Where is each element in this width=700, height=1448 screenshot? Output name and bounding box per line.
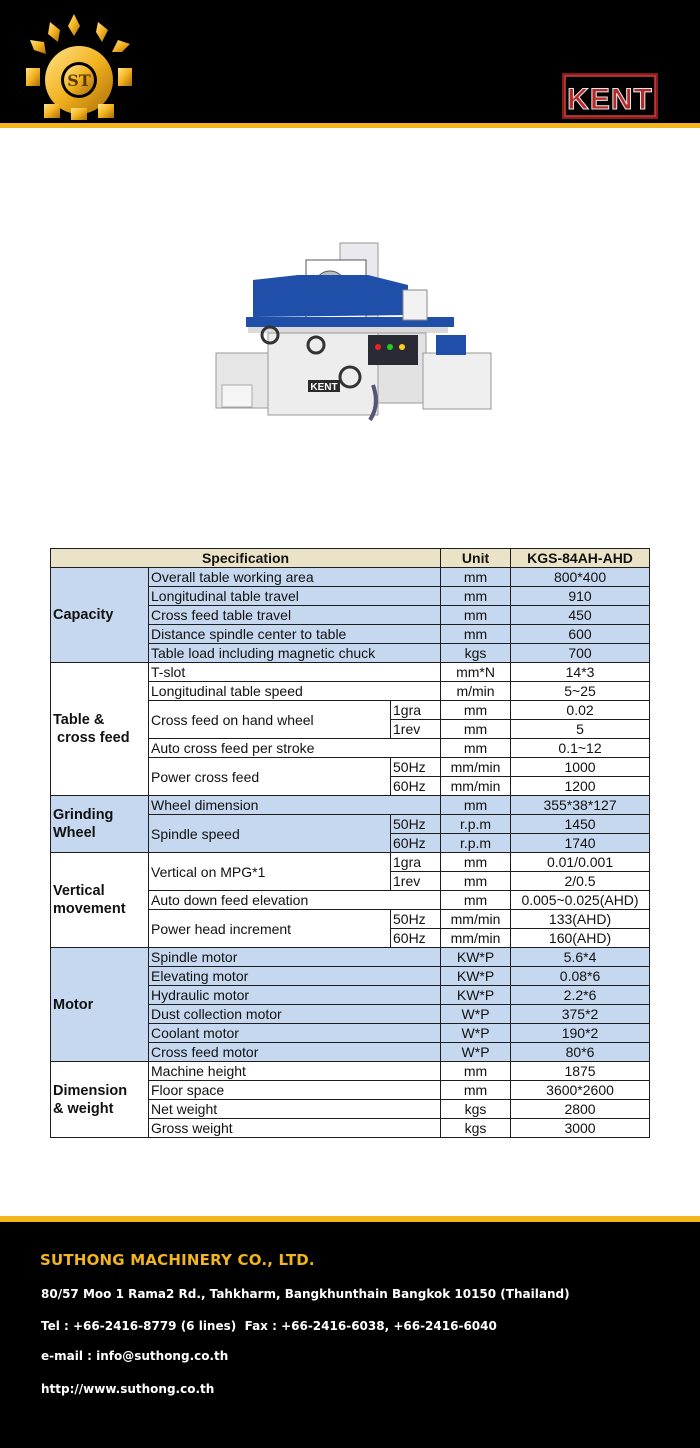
row-label: Elevating motor	[149, 967, 441, 986]
header-unit: Unit	[441, 549, 511, 568]
table-header-row	[51, 549, 650, 568]
company-name: SUTHONG MACHINERY CO., LTD.	[40, 1251, 315, 1269]
suthong-gear-logo	[22, 12, 136, 120]
row-label: Distance spindle center to table	[149, 625, 441, 644]
row-value: 1000	[511, 758, 650, 777]
row-value: 5~25	[511, 682, 650, 701]
row-label: Coolant motor	[149, 1024, 441, 1043]
table-row	[51, 948, 650, 967]
row-unit: mm	[441, 739, 511, 758]
row-unit: mm	[441, 872, 511, 891]
row-sub: 50Hz	[391, 910, 441, 929]
row-label: Table load including magnetic chuck	[149, 644, 441, 663]
row-value: 5	[511, 720, 650, 739]
row-unit: W*P	[441, 1024, 511, 1043]
svg-text:ST: ST	[67, 71, 91, 90]
row-value: 1200	[511, 777, 650, 796]
row-label: Wheel dimension	[149, 796, 441, 815]
header-accent-line	[0, 123, 700, 128]
row-unit: mm	[441, 796, 511, 815]
group-line: movement	[53, 901, 126, 917]
group-line: cross feed	[53, 730, 130, 746]
row-label: Dust collection motor	[149, 1005, 441, 1024]
row-value: 375*2	[511, 1005, 650, 1024]
row-value: 700	[511, 644, 650, 663]
row-value: 800*400	[511, 568, 650, 587]
group-line: Wheel	[53, 825, 96, 841]
row-unit: mm/min	[441, 929, 511, 948]
specification-table	[50, 548, 650, 1138]
row-value: 2/0.5	[511, 872, 650, 891]
row-unit: mm	[441, 568, 511, 587]
row-value: 600	[511, 625, 650, 644]
row-label: Cross feed table travel	[149, 606, 441, 625]
row-label: Cross feed on hand wheel	[149, 701, 391, 739]
row-unit: r.p.m	[441, 815, 511, 834]
row-value: 0.08*6	[511, 967, 650, 986]
row-unit: W*P	[441, 1005, 511, 1024]
row-label: Hydraulic motor	[149, 986, 441, 1005]
row-label: Longitudinal table travel	[149, 587, 441, 606]
row-value: 2.2*6	[511, 986, 650, 1005]
row-value: 0.01/0.001	[511, 853, 650, 872]
row-value: 14*3	[511, 663, 650, 682]
row-value: 1740	[511, 834, 650, 853]
group-line: & weight	[53, 1100, 114, 1117]
row-unit: mm	[441, 587, 511, 606]
group-line: Dimension	[53, 1082, 128, 1099]
row-label: Vertical on MPG*1	[149, 853, 391, 891]
row-value: 910	[511, 587, 650, 606]
row-unit: mm/min	[441, 758, 511, 777]
row-unit: mm	[441, 853, 511, 872]
svg-text:KENT: KENT	[310, 382, 338, 393]
row-label: Machine height	[149, 1062, 441, 1081]
row-unit: KW*P	[441, 948, 511, 967]
row-unit: mm	[441, 1062, 511, 1081]
header-specification: Specification	[51, 549, 441, 568]
group-dimension-weight	[51, 1062, 149, 1138]
row-sub: 1rev	[391, 720, 441, 739]
company-address: 80/57 Moo 1 Rama2 Rd., Tahkharm, Bangkhunthain Bangkok 10150 (Thailand)	[41, 1287, 570, 1301]
row-label: Spindle motor	[149, 948, 441, 967]
row-label: Longitudinal table speed	[149, 682, 441, 701]
row-unit: mm	[441, 701, 511, 720]
row-sub: 1gra	[391, 853, 441, 872]
row-value: 5.6*4	[511, 948, 650, 967]
row-label: Cross feed motor	[149, 1043, 441, 1062]
row-label: Floor space	[149, 1081, 441, 1100]
row-unit: mm/min	[441, 777, 511, 796]
row-value: 0.005~0.025(AHD)	[511, 891, 650, 910]
row-label: T-slot	[149, 663, 441, 682]
group-motor: Motor	[51, 948, 149, 1062]
row-unit: mm	[441, 720, 511, 739]
row-unit: mm	[441, 606, 511, 625]
row-label: Gross weight	[149, 1119, 441, 1138]
row-unit: KW*P	[441, 967, 511, 986]
row-sub: 60Hz	[391, 929, 441, 948]
row-value: 160(AHD)	[511, 929, 650, 948]
row-value: 3000	[511, 1119, 650, 1138]
row-sub: 50Hz	[391, 815, 441, 834]
row-label: Spindle speed	[149, 815, 391, 853]
row-unit: mm	[441, 625, 511, 644]
row-value: 1450	[511, 815, 650, 834]
group-capacity: Capacity	[51, 568, 149, 663]
svg-text:KENT: KENT	[567, 83, 653, 116]
row-unit: kgs	[441, 644, 511, 663]
row-value: 0.02	[511, 701, 650, 720]
row-unit: mm	[441, 1081, 511, 1100]
page-footer	[0, 1222, 700, 1448]
table-row	[51, 1062, 650, 1081]
row-label: Overall table working area	[149, 568, 441, 587]
group-vertical-movement	[51, 853, 149, 948]
company-phone: Tel : +66-2416-8779 (6 lines) Fax : +66-2416-6038, +66-2416-6040	[41, 1319, 497, 1333]
surface-grinder-image	[208, 235, 498, 425]
group-line: Grinding	[53, 807, 114, 823]
row-unit: mm/min	[441, 910, 511, 929]
group-line: Vertical	[53, 883, 105, 899]
group-line: Table &	[53, 712, 105, 728]
row-unit: m/min	[441, 682, 511, 701]
table-row	[51, 853, 650, 872]
kent-logo	[562, 73, 658, 119]
company-website[interactable]: http://www.suthong.co.th	[41, 1382, 215, 1396]
header-model: KGS-84AH-AHD	[511, 549, 650, 568]
row-unit: W*P	[441, 1043, 511, 1062]
row-unit: KW*P	[441, 986, 511, 1005]
page-header	[0, 0, 700, 123]
row-sub: 50Hz	[391, 758, 441, 777]
row-value: 190*2	[511, 1024, 650, 1043]
row-label: Power cross feed	[149, 758, 391, 796]
row-value: 133(AHD)	[511, 910, 650, 929]
table-row	[51, 568, 650, 587]
row-sub: 1rev	[391, 872, 441, 891]
row-label: Auto down feed elevation	[149, 891, 441, 910]
group-table-cross-feed	[51, 663, 149, 796]
group-grinding-wheel	[51, 796, 149, 853]
row-label: Net weight	[149, 1100, 441, 1119]
row-value: 450	[511, 606, 650, 625]
row-sub: 60Hz	[391, 834, 441, 853]
company-email[interactable]: e-mail : info@suthong.co.th	[41, 1349, 229, 1363]
row-unit: kgs	[441, 1119, 511, 1138]
row-value: 80*6	[511, 1043, 650, 1062]
row-sub: 1gra	[391, 701, 441, 720]
row-label: Power head increment	[149, 910, 391, 948]
table-row	[51, 796, 650, 815]
table-row	[51, 663, 650, 682]
row-value: 3600*2600	[511, 1081, 650, 1100]
row-value: 1875	[511, 1062, 650, 1081]
row-value: 0.1~12	[511, 739, 650, 758]
row-unit: mm*N	[441, 663, 511, 682]
row-unit: r.p.m	[441, 834, 511, 853]
row-sub: 60Hz	[391, 777, 441, 796]
row-value: 355*38*127	[511, 796, 650, 815]
row-unit: kgs	[441, 1100, 511, 1119]
row-label: Auto cross feed per stroke	[149, 739, 441, 758]
row-value: 2800	[511, 1100, 650, 1119]
row-unit: mm	[441, 891, 511, 910]
